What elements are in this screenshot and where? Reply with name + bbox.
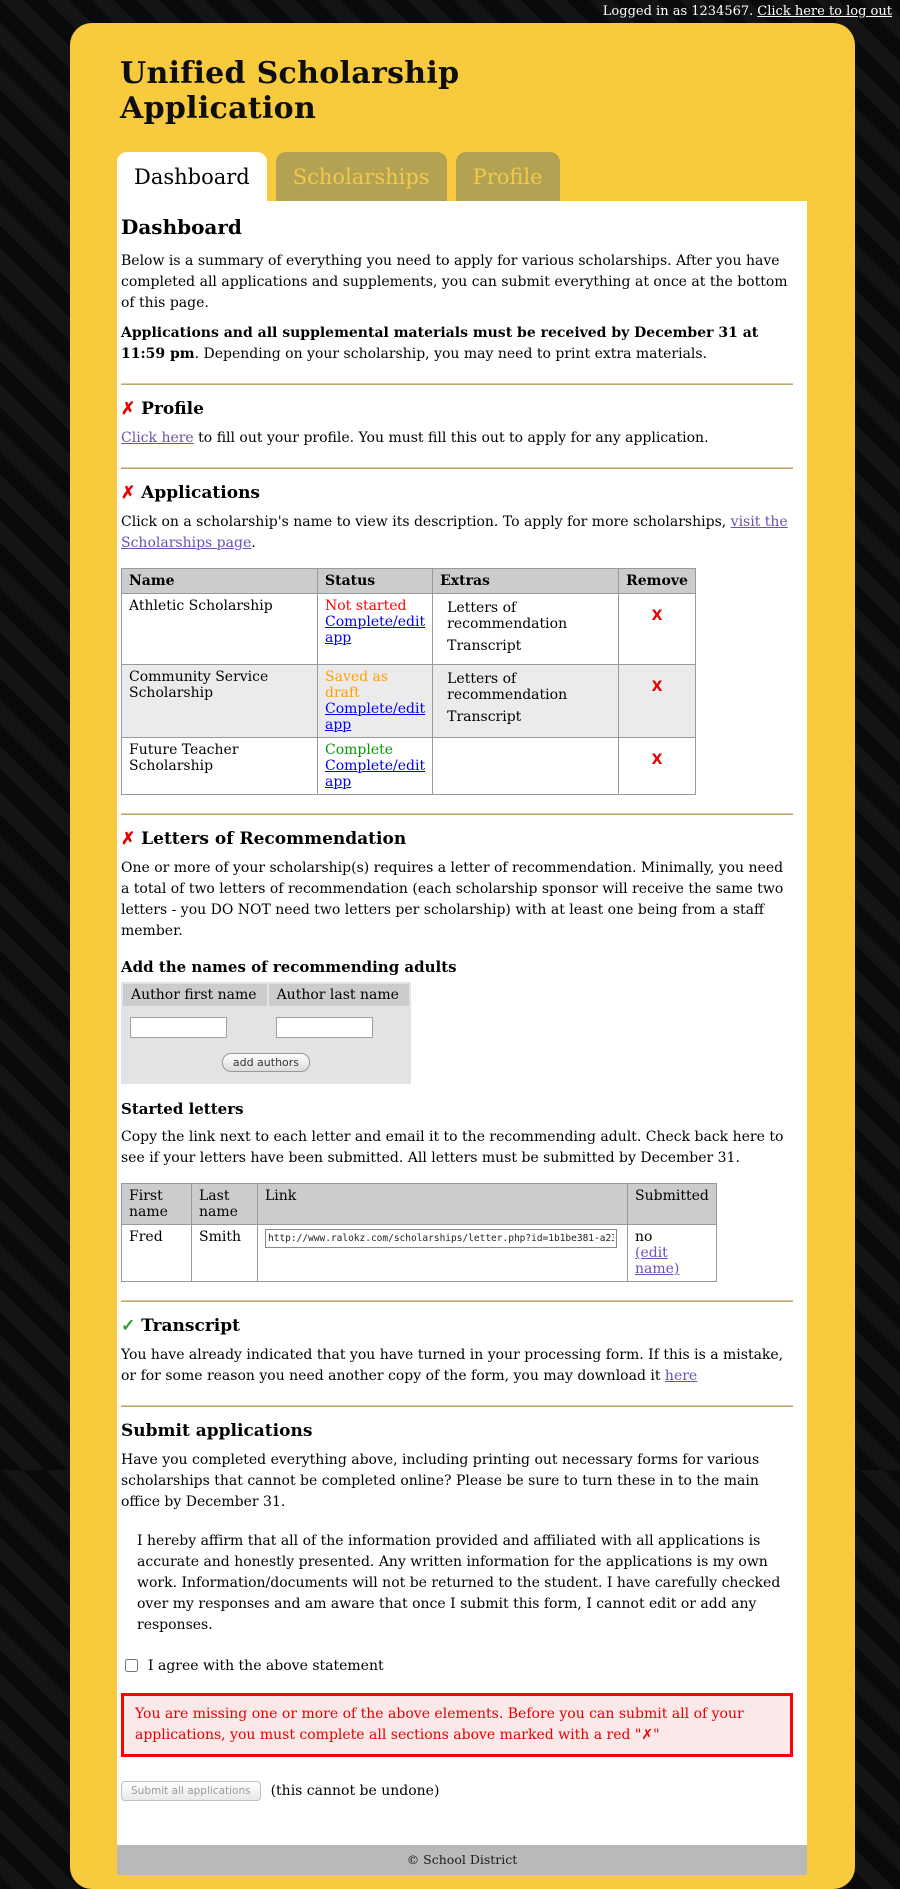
authors-table <box>121 982 411 1084</box>
scholarship-name[interactable]: Community Service Scholarship <box>122 665 318 738</box>
col-header-submitted: Submitted <box>628 1184 717 1225</box>
download-form-link[interactable]: here <box>664 1368 698 1384</box>
status-badge: Not started <box>325 598 407 614</box>
letter-last-name: Smith <box>192 1225 258 1282</box>
agree-row <box>121 1656 793 1675</box>
submit-row <box>121 1781 793 1801</box>
table-row <box>122 665 696 738</box>
status-badge: Saved as draft <box>325 669 389 701</box>
x-mark-icon: ✗ <box>121 483 136 503</box>
letters-heading-label: Letters of Recommendation <box>141 829 407 849</box>
section-divider <box>121 1405 793 1407</box>
col-header-author-last: Author last name <box>269 984 409 1006</box>
dashboard-intro: Below is a summary of everything you need to apply for various scholarships. After you have completed all applications and supplements, you can submit everything at once at the bottom of this page. <box>121 253 788 311</box>
applications-section-heading <box>121 483 793 503</box>
page-title: Unified Scholarship Application <box>120 56 460 126</box>
submit-section-heading: Submit applications <box>121 1421 313 1441</box>
page-footer: © School District <box>117 1845 807 1875</box>
complete-edit-app-link[interactable]: Complete/edit app <box>325 701 426 733</box>
extra-item: Letters of recommendation <box>447 671 568 703</box>
profile-section-heading <box>121 399 793 419</box>
section-divider <box>121 1300 793 1302</box>
profile-fill-link[interactable]: Click here <box>121 430 194 446</box>
section-divider <box>121 813 793 815</box>
letters-section-heading <box>121 829 793 849</box>
letter-first-name: Fred <box>122 1225 192 1282</box>
complete-edit-app-link[interactable]: Complete/edit app <box>325 758 426 790</box>
applications-text: Click on a scholarship's name to view its description. To apply for more scholarships, visit the Scholarships page. <box>121 514 788 551</box>
submitted-status: no <box>635 1229 653 1245</box>
transcript-section-heading <box>121 1316 793 1336</box>
section-divider <box>121 467 793 469</box>
submit-note: (this cannot be undone) <box>270 1783 440 1799</box>
remove-scholarship-button[interactable]: X <box>651 679 663 695</box>
submit-all-applications-button[interactable]: Submit all applications <box>121 1781 261 1801</box>
remove-scholarship-button[interactable]: X <box>651 608 663 624</box>
edit-name-link[interactable]: (edit name) <box>635 1245 680 1277</box>
submit-text: Have you completed everything above, including printing out necessary forms for various scholarships that cannot be completed online? Please be sure to turn these in to the main office by December 31. <box>121 1452 760 1510</box>
table-row <box>122 738 696 795</box>
tab-profile[interactable]: Profile <box>456 152 560 201</box>
x-mark-icon: ✗ <box>121 829 136 849</box>
remove-scholarship-button[interactable]: X <box>651 752 663 768</box>
scholarship-name[interactable]: Future Teacher Scholarship <box>122 738 318 795</box>
letters-table <box>121 1183 717 1282</box>
applications-table-header-row <box>122 569 696 594</box>
content-area <box>117 201 807 1845</box>
scholarships-page-link[interactable]: visit the Scholarships page <box>121 514 788 551</box>
tab-bar <box>117 152 855 201</box>
transcript-text: You have already indicated that you have turned in your processing form. If this is a mistake, or for some reason you need another copy of the form, you may download it here <box>121 1347 784 1384</box>
check-mark-icon: ✓ <box>121 1316 136 1336</box>
col-header-extras: Extras <box>433 569 619 594</box>
agree-label: I agree with the above statement <box>148 1657 384 1674</box>
deadline-rest: . Depending on your scholarship, you may need to print extra materials. <box>194 346 708 362</box>
affirmation-text: I hereby affirm that all of the information provided and affiliated with all applications is accurate and honestly presented. Any written information for the applications is my own work. Information/documents will not be returned to the student. I have carefully checked over my responses and am aware that once I submit this form, I cannot edit or add any responses. <box>137 1533 781 1633</box>
add-authors-heading: Add the names of recommending adults <box>121 958 457 976</box>
col-header-link: Link <box>258 1184 628 1225</box>
col-header-author-first: Author first name <box>123 984 267 1006</box>
author-last-name-input[interactable] <box>276 1017 373 1038</box>
applications-heading-label: Applications <box>141 483 260 503</box>
tab-dashboard[interactable]: Dashboard <box>117 152 267 201</box>
missing-elements-warning: You are missing one or more of the above elements. Before you can submit all of your applications, you must complete all sections above marked with a red "✗" <box>121 1693 793 1757</box>
logged-in-text: Logged in as 1234567. <box>602 4 754 19</box>
dashboard-deadline <box>121 323 793 365</box>
status-badge: Complete <box>325 742 394 758</box>
tab-scholarships[interactable]: Scholarships <box>276 152 447 201</box>
col-header-first-name: First name <box>122 1184 192 1225</box>
started-letters-text: Copy the link next to each letter and email it to the recommending adult. Check back here to see if your letters have been submitted. All letters must be submitted by December 31. <box>121 1129 784 1166</box>
table-row <box>122 594 696 665</box>
letter-link-input[interactable] <box>265 1229 617 1248</box>
extra-item: Transcript <box>447 709 522 725</box>
deadline-bold: Applications and all supplemental materials must be received by December 31 at 11:59 pm <box>121 325 759 362</box>
author-first-name-input[interactable] <box>130 1017 227 1038</box>
topbar <box>0 0 900 23</box>
dashboard-heading: Dashboard <box>121 215 242 239</box>
col-header-remove: Remove <box>619 569 696 594</box>
extra-item: Transcript <box>447 638 522 654</box>
col-header-last-name: Last name <box>192 1184 258 1225</box>
letters-text: One or more of your scholarship(s) requires a letter of recommendation. Minimally, you need a total of two letters of recommendation (each scholarship sponsor will receive the same two letters - you DO NOT need two letters per scholarship) with at least one being from a staff member. <box>121 860 784 939</box>
main-container <box>70 23 855 1889</box>
started-letters-heading: Started letters <box>121 1100 244 1118</box>
letter-row <box>122 1225 717 1282</box>
extra-item: Letters of recommendation <box>447 600 568 632</box>
applications-table <box>121 568 696 795</box>
logout-link[interactable]: Click here to log out <box>757 4 892 19</box>
add-authors-button[interactable]: add authors <box>222 1053 310 1072</box>
agree-checkbox[interactable] <box>125 1659 138 1672</box>
profile-text: Click here to fill out your profile. You must fill this out to apply for any application. <box>121 430 709 446</box>
col-header-name: Name <box>122 569 318 594</box>
complete-edit-app-link[interactable]: Complete/edit app <box>325 614 426 646</box>
profile-heading-label: Profile <box>141 399 204 419</box>
section-divider <box>121 383 793 385</box>
letters-table-header-row <box>122 1184 717 1225</box>
scholarship-name[interactable]: Athletic Scholarship <box>122 594 318 665</box>
x-mark-icon: ✗ <box>121 399 136 419</box>
transcript-heading-label: Transcript <box>141 1316 240 1336</box>
col-header-status: Status <box>318 569 433 594</box>
